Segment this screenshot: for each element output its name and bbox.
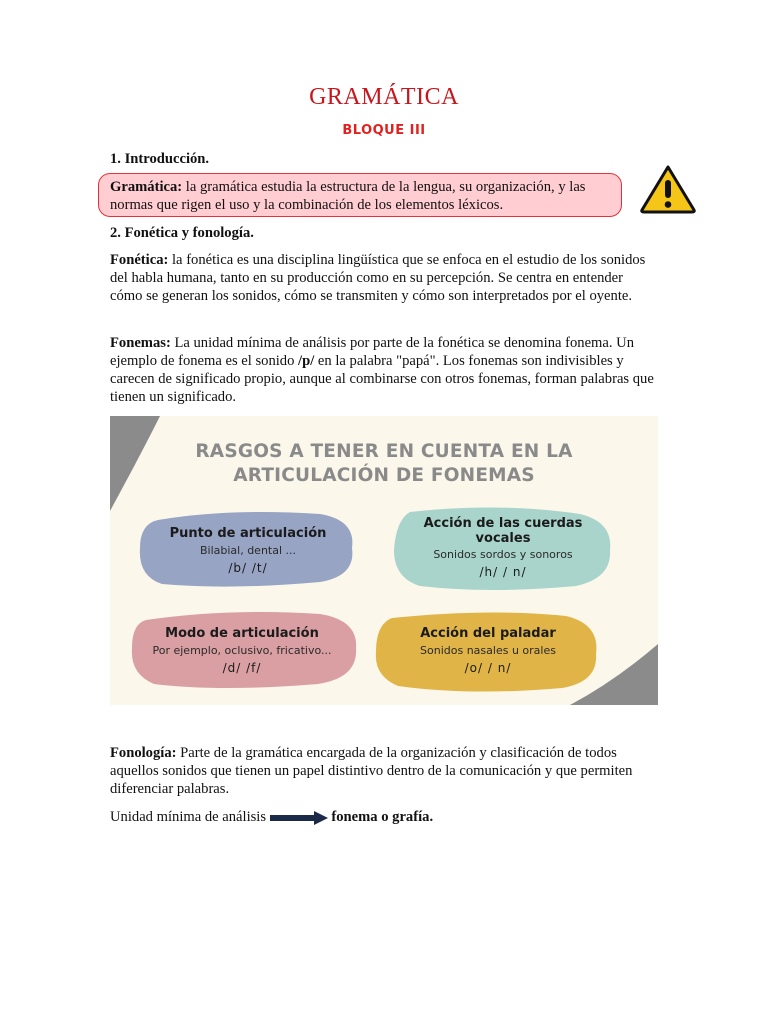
gramatica-text: la gramática estudia la estructura de la lengua, su organización, y las normas que rigen el uso y la combinación de los elementos léxicos. bbox=[110, 179, 586, 213]
unidad-line bbox=[110, 808, 658, 826]
card-heading: Modo de articulación bbox=[165, 626, 319, 641]
card-phonemes: /o/ / n/ bbox=[464, 661, 512, 675]
infographic-title bbox=[110, 440, 658, 488]
infographic-title-line2: ARTICULACIÓN DE FONEMAS bbox=[233, 465, 535, 486]
card-phonemes: /b/ /t/ bbox=[228, 561, 268, 575]
doc-subtitle: BLOQUE III bbox=[342, 123, 426, 138]
card-subtext: Sonidos sordos y sonoros bbox=[433, 548, 573, 561]
fonemas-text-2: en la palabra "papá". Los fonemas son indivisibles y carecen de significado propio, aunque al combinarse con otros fonemas, forman palabras que tienen un significado. bbox=[110, 353, 654, 405]
doc-title: GRAMÁTICA bbox=[309, 84, 459, 110]
unidad-text: Unidad mínima de análisis bbox=[110, 809, 270, 825]
card-subtext: Sonidos nasales u orales bbox=[420, 644, 556, 657]
card-heading: Acción de las cuerdas vocales bbox=[423, 516, 583, 546]
card-heading: Punto de articulación bbox=[169, 526, 327, 541]
gramatica-definition bbox=[110, 178, 615, 214]
arrow-right-icon bbox=[270, 811, 328, 825]
card-cuerdas-vocales bbox=[408, 516, 598, 579]
fonetica-paragraph bbox=[110, 251, 658, 305]
fonologia-text: Parte de la gramática encargada de la organización y clasificación de todos aquellos sonidos que tienen un papel distintivo dentro de la comunicación y que permiten diferenciar palabras. bbox=[110, 745, 633, 797]
fonologia-paragraph bbox=[110, 744, 658, 798]
fonemas-text-1: La unidad mínima de análisis por parte de la fonética se denomina fonema. Un ejemplo de fonema es el sonido bbox=[110, 335, 635, 369]
fonemas-example: /p/ bbox=[298, 353, 315, 369]
infographic-rasgos bbox=[110, 416, 658, 705]
card-phonemes: /d/ /f/ bbox=[222, 661, 262, 675]
unidad-end: . bbox=[429, 809, 434, 825]
warning-icon bbox=[640, 164, 696, 214]
card-subtext: Por ejemplo, oclusivo, fricativo... bbox=[152, 644, 332, 657]
card-subtext: Bilabial, dental ... bbox=[199, 544, 297, 557]
fonetica-term: Fonética: bbox=[110, 252, 169, 268]
fonologia-term: Fonología: bbox=[110, 745, 177, 761]
section2-heading: 2. Fonética y fonología. bbox=[110, 225, 254, 241]
card-accion-paladar bbox=[386, 626, 590, 675]
card-phonemes: /h/ / n/ bbox=[479, 565, 527, 579]
card-heading: Acción del paladar bbox=[420, 626, 556, 641]
fonemas-paragraph bbox=[110, 334, 658, 406]
infographic-title-line1: RASGOS A TENER EN CUENTA EN LA bbox=[195, 441, 573, 462]
fonemas-term: Fonemas: bbox=[110, 335, 171, 351]
card-modo-articulacion bbox=[134, 626, 350, 675]
card-punto-articulacion bbox=[148, 526, 348, 575]
intro-heading: 1. Introducción. bbox=[110, 151, 210, 167]
gramatica-term: Gramática: bbox=[110, 179, 183, 195]
fonetica-text: la fonética es una disciplina lingüística que se enfoca en el estudio de los sonidos del habla humana, tanto en su producción como en su percepción. Se centra en entender cómo se generan los sonidos, cómo se transmiten y cómo son interpretados por el oyente. bbox=[110, 252, 646, 304]
unidad-result: fonema o grafía bbox=[331, 809, 430, 825]
